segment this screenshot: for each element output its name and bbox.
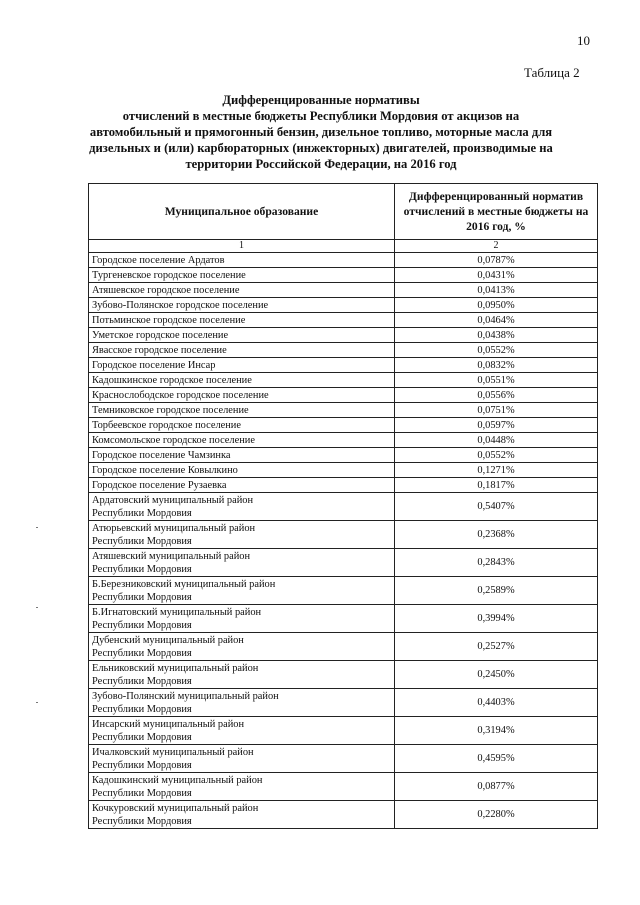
district-name: Ельниковский муниципальный район <box>92 662 259 674</box>
district-name: Кадошкинский муниципальный район <box>92 774 263 786</box>
table-row <box>89 328 598 343</box>
municipality-name: Тургеневское городское поселение <box>89 268 395 283</box>
norm-value: 0,0448% <box>395 433 598 448</box>
norm-value: 0,0438% <box>395 328 598 343</box>
title-line: автомобильный и прямогонный бензин, дизельное топливо, моторные масла для <box>89 125 553 139</box>
district-name: Ичалковский муниципальный район <box>92 746 254 758</box>
municipality-name: Атяшевское городское поселение <box>89 283 395 298</box>
norm-value: 0,0552% <box>395 343 598 358</box>
scan-speck <box>36 527 38 528</box>
table-row <box>89 298 598 313</box>
norms-table <box>88 183 598 829</box>
table-row <box>89 463 598 478</box>
district-name: Ардатовский муниципальный район <box>92 494 254 506</box>
municipality-name <box>89 633 395 661</box>
municipality-name <box>89 801 395 829</box>
title-line: Дифференцированные нормативы <box>222 93 420 107</box>
table-caption: Таблица 2 <box>524 65 580 80</box>
table-row <box>89 388 598 403</box>
table-row <box>89 418 598 433</box>
table-header-row <box>89 184 598 240</box>
district-name: Зубово-Полянский муниципальный район <box>92 690 279 702</box>
norm-value: 0,2450% <box>395 661 598 689</box>
municipality-name <box>89 549 395 577</box>
norm-value: 0,2280% <box>395 801 598 829</box>
district-region: Республики Мордовия <box>92 507 192 519</box>
norm-value: 0,1817% <box>395 478 598 493</box>
table-row <box>89 689 598 717</box>
district-region: Республики Мордовия <box>92 647 192 659</box>
municipality-name: Зубово-Полянское городское поселение <box>89 298 395 313</box>
norm-value: 0,0751% <box>395 403 598 418</box>
column-number: 2 <box>395 240 598 253</box>
table-row <box>89 253 598 268</box>
norm-value: 0,0551% <box>395 373 598 388</box>
municipality-name <box>89 745 395 773</box>
norm-value: 0,3194% <box>395 717 598 745</box>
municipality-name: Торбеевское городское поселение <box>89 418 395 433</box>
municipality-name: Краснослободское городское поселение <box>89 388 395 403</box>
norm-value: 0,0464% <box>395 313 598 328</box>
municipality-name: Городское поселение Ковылкино <box>89 463 395 478</box>
table-row <box>89 605 598 633</box>
table-row <box>89 661 598 689</box>
table-row <box>89 478 598 493</box>
table-row <box>89 493 598 521</box>
norm-value: 0,3994% <box>395 605 598 633</box>
district-name: Кочкуровский муниципальный район <box>92 802 259 814</box>
district-name: Б.Игнатовский муниципальный район <box>92 606 262 618</box>
norm-value: 0,2368% <box>395 521 598 549</box>
document-title <box>86 92 556 172</box>
header-municipality: Муниципальное образование <box>89 184 395 240</box>
district-region: Республики Мордовия <box>92 787 192 799</box>
table-row <box>89 268 598 283</box>
district-region: Республики Мордовия <box>92 759 192 771</box>
table-row <box>89 448 598 463</box>
page-number: 10 <box>577 33 590 48</box>
district-region: Республики Мордовия <box>92 703 192 715</box>
norm-value: 0,0877% <box>395 773 598 801</box>
municipality-name <box>89 577 395 605</box>
table-row <box>89 745 598 773</box>
column-number-row <box>89 240 598 253</box>
column-number: 1 <box>89 240 395 253</box>
municipality-name: Потьминское городское поселение <box>89 313 395 328</box>
table-row <box>89 717 598 745</box>
norm-value: 0,0413% <box>395 283 598 298</box>
district-region: Республики Мордовия <box>92 563 192 575</box>
district-region: Республики Мордовия <box>92 535 192 547</box>
municipality-name: Городское поселение Инсар <box>89 358 395 373</box>
table-row <box>89 313 598 328</box>
norm-value: 0,2527% <box>395 633 598 661</box>
scan-speck <box>36 607 38 608</box>
table-row <box>89 358 598 373</box>
table-body <box>89 253 598 829</box>
table-row <box>89 343 598 358</box>
municipality-name <box>89 689 395 717</box>
municipality-name <box>89 773 395 801</box>
district-region: Республики Мордовия <box>92 815 192 827</box>
district-name: Дубенский муниципальный район <box>92 634 244 646</box>
norm-value: 0,2843% <box>395 549 598 577</box>
municipality-name <box>89 605 395 633</box>
table-row <box>89 549 598 577</box>
norm-value: 0,0597% <box>395 418 598 433</box>
district-name: Атюрьевский муниципальный район <box>92 522 256 534</box>
norm-value: 0,0431% <box>395 268 598 283</box>
table-row <box>89 403 598 418</box>
district-region: Республики Мордовия <box>92 591 192 603</box>
table-row <box>89 433 598 448</box>
table-row <box>89 577 598 605</box>
municipality-name: Темниковское городское поселение <box>89 403 395 418</box>
district-name: Б.Березниковский муниципальный район <box>92 578 276 590</box>
norm-value: 0,4403% <box>395 689 598 717</box>
norm-value: 0,0950% <box>395 298 598 313</box>
title-line: дизельных и (или) карбюраторных (инжекторных) двигателей, производимые на <box>89 141 553 155</box>
municipality-name: Комсомольское городское поселение <box>89 433 395 448</box>
norm-value: 0,0552% <box>395 448 598 463</box>
municipality-name: Явасское городское поселение <box>89 343 395 358</box>
norm-value: 0,4595% <box>395 745 598 773</box>
title-line: отчислений в местные бюджеты Республики Мордовия от акцизов на <box>122 109 520 123</box>
district-region: Республики Мордовия <box>92 675 192 687</box>
title-line: территории Российской Федерации, на 2016 год <box>185 157 457 171</box>
municipality-name <box>89 661 395 689</box>
table-row <box>89 801 598 829</box>
table-row <box>89 633 598 661</box>
table-row <box>89 283 598 298</box>
municipality-name <box>89 717 395 745</box>
norm-value: 0,0787% <box>395 253 598 268</box>
municipality-name: Городское поселение Рузаевка <box>89 478 395 493</box>
table-row <box>89 373 598 388</box>
header-norm: Дифференцированный норматив отчислений в местные бюджеты на 2016 год, % <box>395 184 598 240</box>
scan-speck <box>36 702 38 703</box>
municipality-name: Уметское городское поселение <box>89 328 395 343</box>
municipality-name <box>89 493 395 521</box>
district-name: Атяшевский муниципальный район <box>92 550 251 562</box>
municipality-name: Кадошкинское городское поселение <box>89 373 395 388</box>
norm-value: 0,0832% <box>395 358 598 373</box>
norm-value: 0,5407% <box>395 493 598 521</box>
table-row <box>89 521 598 549</box>
district-region: Республики Мордовия <box>92 619 192 631</box>
table-row <box>89 773 598 801</box>
district-region: Республики Мордовия <box>92 731 192 743</box>
norm-value: 0,2589% <box>395 577 598 605</box>
district-name: Инсарский муниципальный район <box>92 718 245 730</box>
municipality-name <box>89 521 395 549</box>
norm-value: 0,1271% <box>395 463 598 478</box>
norm-value: 0,0556% <box>395 388 598 403</box>
municipality-name: Городское поселение Чамзинка <box>89 448 395 463</box>
municipality-name: Городское поселение Ардатов <box>89 253 395 268</box>
